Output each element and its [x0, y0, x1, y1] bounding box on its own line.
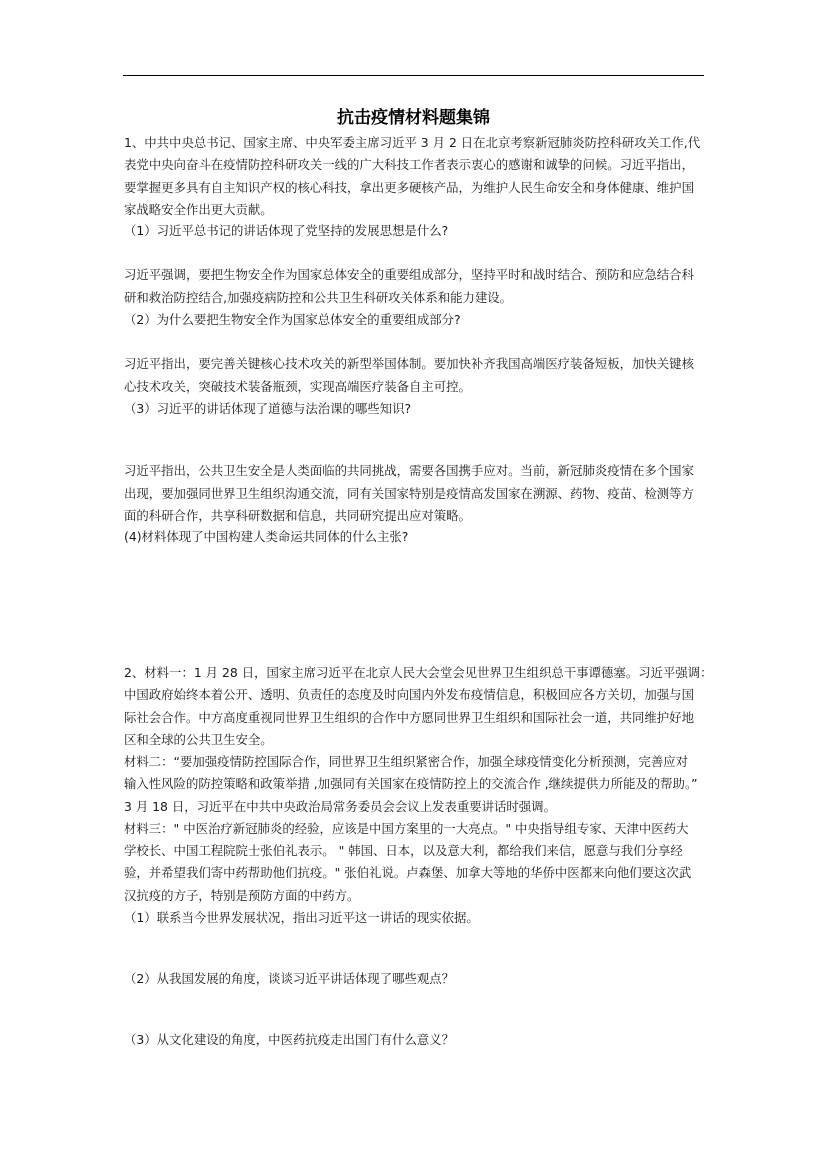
q1-material-line: 家战略安全作出更大贡献。 [124, 202, 273, 217]
q2-material-line: 际社会合作。中方高度重视同世界卫生组织的合作中方愿同世界卫生组织和国际社会一道，共同维护好地 [124, 710, 694, 725]
q1-material-line: 1、中共中央总书记、国家主席、中央军委主席习近平 3 月 2 日在北京考察新冠肺炎防控科研攻关工作,代 [124, 135, 701, 150]
q2-material-line: 输入性风险的防控策略和政策举措 ,加强同有关国家在疫情防控上的交流合作 ,继续提供力所能及的帮助。” [124, 776, 698, 791]
q1-material-line: 心技术攻关，突破技术装备瓶颈，实现高端医疗装备自主可控。 [124, 379, 471, 394]
q2-material-line: 材料二：“要加强疫情防控国际合作，同世界卫生组织紧密合作，加强全球疫情变化分析预测，完善应对 [124, 754, 688, 769]
q2-sub-question: （3）从文化建设的角度，中医药抗疫走出国门有什么意义？ [124, 1032, 455, 1047]
q1-sub-question: （3）习近平的讲话体现了道德与法治课的哪些知识? [124, 401, 412, 416]
q2-material-line: 汉抗疫的方子，特别是预防方面的中药方。 [124, 888, 360, 903]
q2-material-line: 学校长、中国工程院院士张伯礼表示。 " 韩国、日本，以及意大利，都给我们来信，愿意与我们分享经 [124, 843, 683, 858]
q2-material-line: 材料三：" 中医治疗新冠肺炎的经验，应该是中国方案里的一大亮点。" 中央指导组专家、天津中医药大 [124, 821, 689, 836]
q2-material-line: 2、材料一：1 月 28 日，国家主席习近平在北京人民大会堂会见世界卫生组织总干事谭德塞。习近平强调： [124, 665, 713, 680]
q1-material-line: 研和救治防控结合,加强疫病防控和公共卫生科研攻关体系和能力建设。 [124, 290, 513, 305]
q2-material-line: 3 月 18 日，习近平在中共中央政治局常务委员会会议上发表重要讲话时强调。 [124, 799, 556, 814]
q1-material-line: 面的科研合作，共享科研数据和信息，共同研究提出应对策略。 [124, 508, 471, 523]
q1-sub-question: （1）习近平总书记的讲话体现了党坚持的发展思想是什么? [124, 223, 449, 238]
q2-sub-question: （1）联系当今世界发展状况，指出习近平这一讲话的现实依据。 [124, 910, 479, 925]
q2-material-line: 中国政府始终本着公开、透明、负责任的态度及时向国内外发布疫情信息，积极回应各方关切，加强与国 [124, 687, 694, 702]
q1-material-line: 习近平强调，要把生物安全作为国家总体安全的重要组成部分，坚持平时和战时结合、预防和应急结合科 [124, 267, 694, 282]
q1-material-line: 要掌握更多具有自主知识产权的核心科技，拿出更多硬核产品，为维护人民生命安全和身体健康、维护国 [124, 180, 694, 195]
q2-material-line: 验，并希望我们寄中药帮助他们抗疫。" 张伯礼说。卢森堡、加拿大等地的华侨中医都来向他们要这次武 [124, 865, 692, 880]
document-title: 抗击疫情材料题集锦 [337, 108, 490, 128]
q1-sub-question: (4)材料体现了中国构建人类命运共同体的什么主张? [124, 529, 409, 544]
q1-material-line: 出现，要加强同世界卫生组织沟通交流，同有关国家特别是疫情高发国家在溯源、药物、疫苗、检测等方 [124, 486, 694, 501]
header-rule [123, 75, 704, 76]
q1-material-line: 表党中央向奋斗在疫情防控科研攻关一线的广大科技工作者表示衷心的感谢和诚挚的问候。习近平指出， [124, 157, 694, 172]
q1-sub-question: （2）为什么要把生物安全作为国家总体安全的重要组成部分? [124, 312, 461, 327]
q2-sub-question: （2）从我国发展的角度，谈谈习近平讲话体现了哪些观点？ [124, 971, 455, 986]
q1-material-line: 习近平指出，要完善关键核心技术攻关的新型举国体制。要加快补齐我国高端医疗装备短板，加快关键核 [124, 356, 694, 371]
q2-material-line: 区和全球的公共卫生安全。 [124, 732, 273, 747]
q1-material-line: 习近平指出，公共卫生安全是人类面临的共同挑战，需要各国携手应对。当前，新冠肺炎疫情在多个国家 [124, 463, 694, 478]
